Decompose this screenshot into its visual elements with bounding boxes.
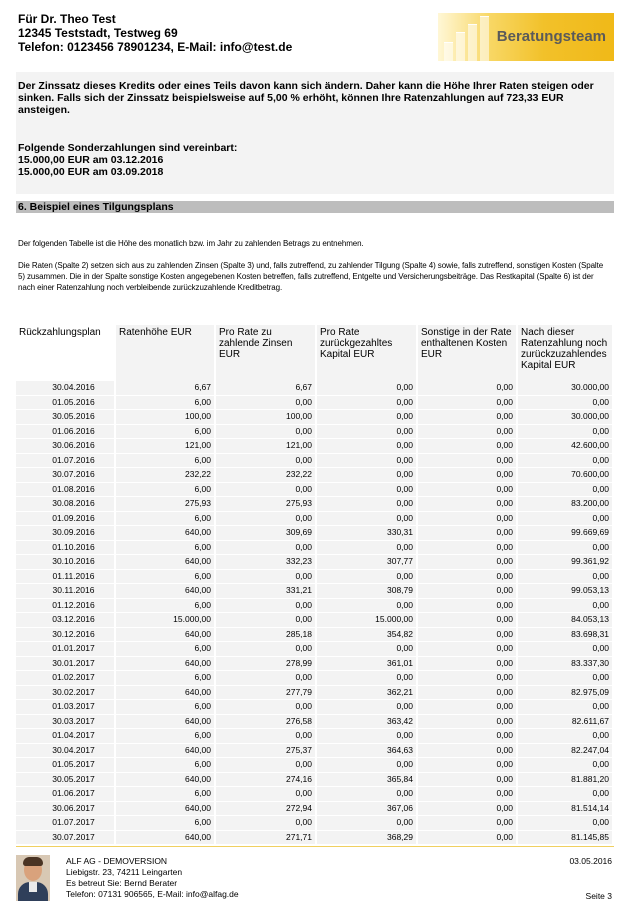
cell-date: 01.07.2017 (16, 816, 115, 831)
cell-remaining: 70.600,00 (517, 468, 613, 483)
cell-installment: 640,00 (115, 526, 215, 541)
header-other-costs: Sonstige in der Rate enthaltenen Kosten EUR (417, 325, 517, 381)
cell-remaining: 0,00 (517, 482, 613, 497)
table-row (16, 468, 613, 483)
table-row (16, 381, 613, 395)
cell-other-costs: 0,00 (417, 424, 517, 439)
cell-interest: 0,00 (215, 613, 316, 628)
cell-remaining: 0,00 (517, 598, 613, 613)
cell-date: 01.06.2016 (16, 424, 115, 439)
cell-remaining: 0,00 (517, 816, 613, 831)
cell-interest: 274,16 (215, 772, 316, 787)
page-number: Seite 3 (585, 891, 612, 901)
cell-installment: 640,00 (115, 714, 215, 729)
cell-interest: 309,69 (215, 526, 316, 541)
cell-other-costs: 0,00 (417, 497, 517, 512)
cell-date: 01.01.2017 (16, 642, 115, 657)
cell-other-costs: 0,00 (417, 482, 517, 497)
cell-interest: 0,00 (215, 569, 316, 584)
company-logo (438, 13, 614, 61)
cell-interest: 278,99 (215, 656, 316, 671)
cell-interest: 100,00 (215, 410, 316, 425)
cell-installment: 15.000,00 (115, 613, 215, 628)
cell-remaining: 0,00 (517, 787, 613, 802)
table-row (16, 410, 613, 425)
cell-other-costs: 0,00 (417, 453, 517, 468)
cell-date: 01.10.2016 (16, 540, 115, 555)
cell-installment: 6,00 (115, 642, 215, 657)
table-row (16, 700, 613, 715)
cell-date: 30.09.2016 (16, 526, 115, 541)
cell-other-costs: 0,00 (417, 729, 517, 744)
cell-interest: 275,93 (215, 497, 316, 512)
cell-installment: 640,00 (115, 627, 215, 642)
cell-capital: 15.000,00 (316, 613, 417, 628)
cell-interest: 232,22 (215, 468, 316, 483)
table-row (16, 482, 613, 497)
cell-capital: 0,00 (316, 410, 417, 425)
cell-capital: 0,00 (316, 671, 417, 686)
cell-interest: 276,58 (215, 714, 316, 729)
cell-interest: 0,00 (215, 482, 316, 497)
cell-other-costs: 0,00 (417, 743, 517, 758)
footer-company-info (66, 856, 239, 900)
cell-installment: 6,00 (115, 511, 215, 526)
cell-date: 01.03.2017 (16, 700, 115, 715)
cell-other-costs: 0,00 (417, 816, 517, 831)
cell-remaining: 0,00 (517, 395, 613, 410)
cell-installment: 640,00 (115, 801, 215, 816)
cell-other-costs: 0,00 (417, 772, 517, 787)
cell-capital: 0,00 (316, 511, 417, 526)
cell-installment: 6,00 (115, 569, 215, 584)
cell-remaining: 82.975,09 (517, 685, 613, 700)
cell-interest: 0,00 (215, 540, 316, 555)
cell-date: 01.05.2017 (16, 758, 115, 773)
cell-remaining: 42.600,00 (517, 439, 613, 454)
header-installment: Ratenhöhe EUR (115, 325, 215, 381)
cell-remaining: 0,00 (517, 424, 613, 439)
cell-remaining: 83.698,31 (517, 627, 613, 642)
cell-installment: 275,93 (115, 497, 215, 512)
cell-other-costs: 0,00 (417, 671, 517, 686)
logo-graphic (444, 15, 504, 61)
cell-installment: 6,00 (115, 482, 215, 497)
cell-other-costs: 0,00 (417, 656, 517, 671)
cell-other-costs: 0,00 (417, 714, 517, 729)
cell-interest: 0,00 (215, 642, 316, 657)
cell-date: 01.09.2016 (16, 511, 115, 526)
cell-date: 30.05.2017 (16, 772, 115, 787)
cell-installment: 6,00 (115, 424, 215, 439)
cell-interest: 0,00 (215, 758, 316, 773)
cell-remaining: 0,00 (517, 758, 613, 773)
cell-interest: 6,67 (215, 381, 316, 395)
footer-company: ALF AG - DEMOVERSION (66, 856, 168, 866)
cell-other-costs: 0,00 (417, 395, 517, 410)
cell-date: 01.11.2016 (16, 569, 115, 584)
cell-date: 01.12.2016 (16, 598, 115, 613)
cell-interest: 0,00 (215, 700, 316, 715)
section-title: 6. Beispiel eines Tilgungsplans (18, 201, 174, 213)
cell-installment: 640,00 (115, 584, 215, 599)
cell-date: 30.01.2017 (16, 656, 115, 671)
cell-date: 30.07.2016 (16, 468, 115, 483)
cell-capital: 361,01 (316, 656, 417, 671)
cell-capital: 0,00 (316, 598, 417, 613)
cell-remaining: 0,00 (517, 700, 613, 715)
cell-date: 30.07.2017 (16, 830, 115, 845)
cell-installment: 640,00 (115, 772, 215, 787)
cell-installment: 232,22 (115, 468, 215, 483)
cell-capital: 364,63 (316, 743, 417, 758)
table-row (16, 598, 613, 613)
header-remaining: Nach dieser Ratenzahlung noch zurückzuzahlendes Kapital EUR (517, 325, 613, 381)
footer-contact: Telefon: 07131 906565, E-Mail: info@alfag.de (66, 889, 239, 899)
cell-other-costs: 0,00 (417, 584, 517, 599)
table-explanation-text: Die Raten (Spalte 2) setzen sich aus zu zahlenden Zinsen (Spalte 3) und, falls zutreffend, zu zahlender Tilgung (Spalte 4) sowie, falls zutreffend, sonstigen Kosten (Spalte 5) zusammen. Die in der Spalte sonstige Kosten angegebenen Kosten betreffen, falls zutreffend, Entgelte und Versicherungsbeiträge. Das Restkapital (Spalte 6) ist der nach einer Ratenzahlung noch verbleibende zurückzuzahlende Kreditbetrag. (18, 261, 604, 292)
cell-capital: 0,00 (316, 395, 417, 410)
cell-other-costs: 0,00 (417, 685, 517, 700)
cell-capital: 0,00 (316, 700, 417, 715)
cell-other-costs: 0,00 (417, 540, 517, 555)
cell-remaining: 83.200,00 (517, 497, 613, 512)
footer-street: Liebigstr. 23, 74211 Leingarten (66, 867, 183, 877)
table-row (16, 497, 613, 512)
cell-remaining: 84.053,13 (517, 613, 613, 628)
cell-interest: 285,18 (215, 627, 316, 642)
table-row (16, 526, 613, 541)
cell-interest: 0,00 (215, 511, 316, 526)
cell-capital: 330,31 (316, 526, 417, 541)
cell-installment: 6,00 (115, 395, 215, 410)
cell-date: 01.02.2017 (16, 671, 115, 686)
cell-capital: 0,00 (316, 424, 417, 439)
cell-date: 01.07.2016 (16, 453, 115, 468)
cell-interest: 277,79 (215, 685, 316, 700)
cell-capital: 368,29 (316, 830, 417, 845)
cell-date: 30.02.2017 (16, 685, 115, 700)
table-row (16, 627, 613, 642)
cell-interest: 0,00 (215, 729, 316, 744)
cell-capital: 0,00 (316, 439, 417, 454)
cell-capital: 0,00 (316, 758, 417, 773)
cell-date: 30.11.2016 (16, 584, 115, 599)
cell-other-costs: 0,00 (417, 598, 517, 613)
cell-interest: 0,00 (215, 787, 316, 802)
cell-other-costs: 0,00 (417, 569, 517, 584)
table-row (16, 584, 613, 599)
cell-other-costs: 0,00 (417, 555, 517, 570)
cell-installment: 640,00 (115, 743, 215, 758)
table-intro-text: Der folgenden Tabelle ist die Höhe des monatlich bzw. im Jahr zu zahlenden Betrags zu entnehmen. (18, 239, 364, 248)
footer-advisor: Es betreut Sie: Bernd Berater (66, 878, 178, 888)
table-row (16, 439, 613, 454)
table-row (16, 642, 613, 657)
cell-other-costs: 0,00 (417, 801, 517, 816)
cell-installment: 640,00 (115, 555, 215, 570)
recipient-address (18, 12, 292, 54)
cell-date: 01.06.2017 (16, 787, 115, 802)
table-row (16, 830, 613, 845)
cell-date: 30.04.2017 (16, 743, 115, 758)
table-row (16, 671, 613, 686)
cell-date: 30.12.2016 (16, 627, 115, 642)
cell-other-costs: 0,00 (417, 700, 517, 715)
cell-installment: 6,00 (115, 671, 215, 686)
table-row (16, 685, 613, 700)
cell-capital: 307,77 (316, 555, 417, 570)
cell-installment: 6,67 (115, 381, 215, 395)
interest-rate-notice: Der Zinssatz dieses Kredits oder eines Teils davon kann sich ändern. Daher kann die Höhe Ihrer Raten steigen oder sinken. Falls sich der Zinssatz beispielsweise auf 5,00 % erhöht, können Ihre Ratenzahlungen auf 723,33 EUR ansteigen. (18, 80, 594, 116)
header-schedule: Rückzahlungsplan (16, 325, 115, 381)
cell-installment: 6,00 (115, 729, 215, 744)
cell-date: 30.04.2016 (16, 381, 115, 395)
cell-interest: 0,00 (215, 424, 316, 439)
cell-remaining: 81.145,85 (517, 830, 613, 845)
cell-remaining: 82.247,04 (517, 743, 613, 758)
cell-other-costs: 0,00 (417, 758, 517, 773)
cell-remaining: 0,00 (517, 729, 613, 744)
special-payments-title: Folgende Sonderzahlungen sind vereinbart: (18, 142, 238, 154)
cell-capital: 367,06 (316, 801, 417, 816)
table-row (16, 801, 613, 816)
cell-date: 30.06.2017 (16, 801, 115, 816)
cell-capital: 0,00 (316, 540, 417, 555)
special-payment-2: 15.000,00 EUR am 03.09.2018 (18, 166, 164, 178)
cell-other-costs: 0,00 (417, 468, 517, 483)
table-row (16, 729, 613, 744)
table-row (16, 540, 613, 555)
cell-capital: 308,79 (316, 584, 417, 599)
cell-remaining: 99.669,69 (517, 526, 613, 541)
cell-date: 30.06.2016 (16, 439, 115, 454)
cell-interest: 332,23 (215, 555, 316, 570)
header-capital: Pro Rate zurückgezahltes Kapital EUR (316, 325, 417, 381)
cell-remaining: 0,00 (517, 511, 613, 526)
cell-remaining: 0,00 (517, 569, 613, 584)
cell-remaining: 30.000,00 (517, 381, 613, 395)
cell-remaining: 30.000,00 (517, 410, 613, 425)
cell-remaining: 0,00 (517, 540, 613, 555)
cell-date: 30.05.2016 (16, 410, 115, 425)
cell-remaining: 81.881,20 (517, 772, 613, 787)
header-interest: Pro Rate zu zahlende Zinsen EUR (215, 325, 316, 381)
cell-remaining: 0,00 (517, 642, 613, 657)
table-row (16, 424, 613, 439)
cell-other-costs: 0,00 (417, 787, 517, 802)
cell-interest: 272,94 (215, 801, 316, 816)
cell-interest: 0,00 (215, 453, 316, 468)
cell-capital: 0,00 (316, 787, 417, 802)
table-row (16, 758, 613, 773)
cell-capital: 354,82 (316, 627, 417, 642)
cell-interest: 275,37 (215, 743, 316, 758)
cell-date: 30.10.2016 (16, 555, 115, 570)
cell-installment: 6,00 (115, 787, 215, 802)
cell-installment: 6,00 (115, 453, 215, 468)
cell-capital: 0,00 (316, 497, 417, 512)
cell-capital: 0,00 (316, 381, 417, 395)
cell-installment: 640,00 (115, 685, 215, 700)
cell-installment: 6,00 (115, 816, 215, 831)
cell-capital: 365,84 (316, 772, 417, 787)
special-payment-1: 15.000,00 EUR am 03.12.2016 (18, 154, 164, 166)
cell-remaining: 0,00 (517, 453, 613, 468)
cell-date: 03.12.2016 (16, 613, 115, 628)
cell-other-costs: 0,00 (417, 627, 517, 642)
table-body (16, 381, 613, 845)
cell-installment: 121,00 (115, 439, 215, 454)
cell-installment: 6,00 (115, 598, 215, 613)
table-row (16, 613, 613, 628)
cell-date: 01.05.2016 (16, 395, 115, 410)
cell-other-costs: 0,00 (417, 613, 517, 628)
cell-other-costs: 0,00 (417, 511, 517, 526)
cell-date: 01.08.2016 (16, 482, 115, 497)
cell-installment: 6,00 (115, 540, 215, 555)
table-row (16, 395, 613, 410)
cell-interest: 0,00 (215, 816, 316, 831)
cell-date: 30.03.2017 (16, 714, 115, 729)
cell-capital: 0,00 (316, 482, 417, 497)
logo-text: Beratungsteam (496, 28, 606, 45)
recipient-name: Für Dr. Theo Test (18, 12, 116, 26)
cell-interest: 0,00 (215, 598, 316, 613)
cell-installment: 100,00 (115, 410, 215, 425)
table-row (16, 787, 613, 802)
table-header-row (16, 325, 613, 381)
advisor-photo (16, 855, 50, 901)
cell-capital: 363,42 (316, 714, 417, 729)
cell-remaining: 0,00 (517, 671, 613, 686)
cell-other-costs: 0,00 (417, 642, 517, 657)
table-row (16, 714, 613, 729)
cell-remaining: 99.053,13 (517, 584, 613, 599)
cell-capital: 0,00 (316, 816, 417, 831)
cell-installment: 640,00 (115, 830, 215, 845)
cell-other-costs: 0,00 (417, 439, 517, 454)
table-row (16, 569, 613, 584)
cell-interest: 0,00 (215, 395, 316, 410)
cell-installment: 640,00 (115, 656, 215, 671)
section-header (16, 201, 614, 213)
cell-remaining: 83.337,30 (517, 656, 613, 671)
footer-date: 03.05.2016 (569, 856, 612, 866)
repayment-table (16, 325, 614, 845)
cell-remaining: 99.361,92 (517, 555, 613, 570)
cell-date: 01.04.2017 (16, 729, 115, 744)
cell-capital: 362,21 (316, 685, 417, 700)
table-row (16, 555, 613, 570)
table-row (16, 772, 613, 787)
cell-capital: 0,00 (316, 453, 417, 468)
recipient-city: 12345 Teststadt, Testweg 69 (18, 26, 178, 40)
cell-remaining: 82.611,67 (517, 714, 613, 729)
table-row (16, 511, 613, 526)
cell-other-costs: 0,00 (417, 830, 517, 845)
cell-other-costs: 0,00 (417, 381, 517, 395)
table-row (16, 816, 613, 831)
cell-interest: 271,71 (215, 830, 316, 845)
cell-capital: 0,00 (316, 468, 417, 483)
cell-capital: 0,00 (316, 569, 417, 584)
cell-interest: 331,21 (215, 584, 316, 599)
table-row (16, 656, 613, 671)
cell-installment: 6,00 (115, 758, 215, 773)
cell-interest: 121,00 (215, 439, 316, 454)
cell-remaining: 81.514,14 (517, 801, 613, 816)
cell-date: 30.08.2016 (16, 497, 115, 512)
table-row (16, 453, 613, 468)
recipient-contact: Telefon: 0123456 78901234, E-Mail: info@test.de (18, 40, 293, 54)
cell-other-costs: 0,00 (417, 410, 517, 425)
cell-interest: 0,00 (215, 671, 316, 686)
cell-capital: 0,00 (316, 642, 417, 657)
cell-other-costs: 0,00 (417, 526, 517, 541)
table-row (16, 743, 613, 758)
footer-divider (16, 846, 614, 847)
cell-installment: 6,00 (115, 700, 215, 715)
cell-capital: 0,00 (316, 729, 417, 744)
